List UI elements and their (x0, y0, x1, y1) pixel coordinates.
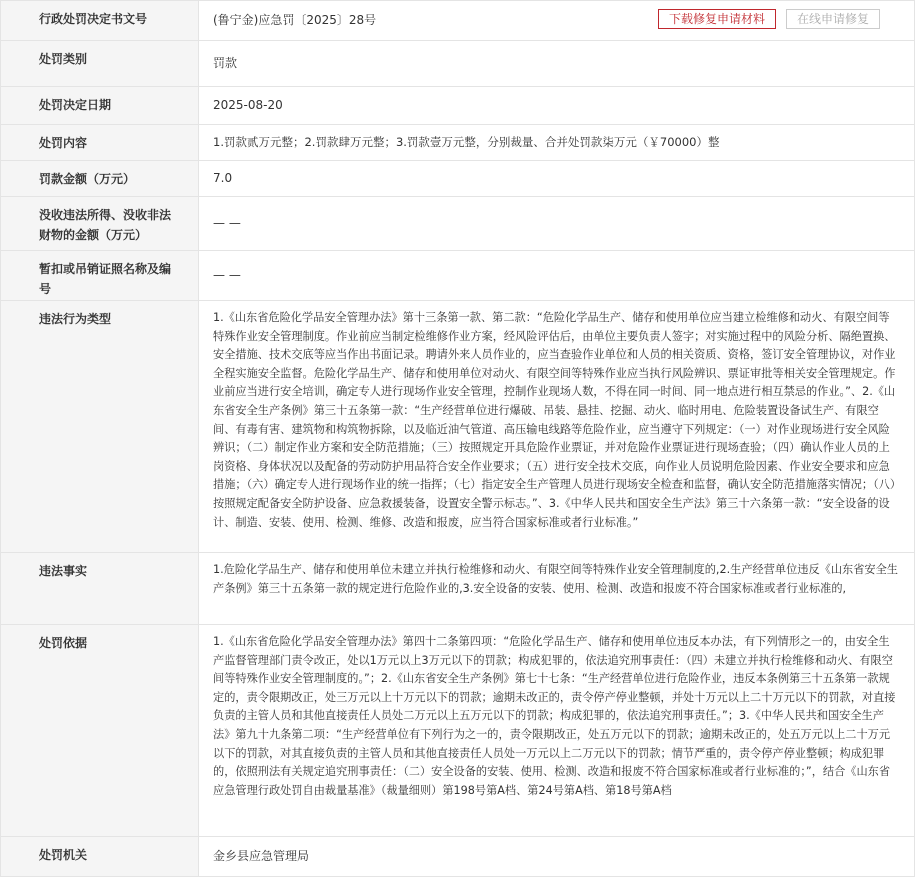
row-label: 违法行为类型 (1, 301, 199, 552)
row-value: 2025-08-20 (213, 97, 283, 112)
row-label: 处罚内容 (1, 125, 199, 160)
action-buttons (658, 9, 880, 29)
row-label: 暂扣或吊销证照名称及编号 (1, 251, 199, 300)
row-value: 7.0 (213, 170, 233, 185)
row-label: 处罚类别 (1, 41, 199, 86)
row-license-revocation (0, 251, 915, 301)
online-repair-application-button[interactable]: 在线申请修复 (786, 9, 880, 29)
row-label: 违法事实 (1, 553, 199, 624)
row-fine-amount (0, 161, 915, 197)
row-value: 1.罚款贰万元整；2.罚款肆万元整；3.罚款壹万元整，分别裁量、合并处罚款柒万元（￥70000）整 (213, 134, 720, 149)
row-penalty-category (0, 41, 915, 87)
row-violation-type (0, 301, 915, 553)
row-label: 处罚机关 (1, 837, 199, 876)
row-label: 没收违法所得、没收非法财物的金额（万元） (1, 197, 199, 250)
row-label: 行政处罚决定书文号 (1, 1, 199, 40)
row-value: 1.《山东省危险化学品安全管理办法》第四十二条第四项：“危险化学品生产、储存和使用单位违反本办法，有下列情形之一的，由安全生产监督管理部门责令改正，处以1万元以上3万元以下的罚款；构成犯罪的，依法追究刑事责任：（四）未建立并执行检维修和动火、有限空间等特殊作业安全管理制度的。”；2.《山东省安全生产条例》第七十七条：“生产经营单位进行危险作业，违反本条例第三十五条第一款规定的，责令限期改正，处三万元以上十万元以下的罚款；逾期未改正的，责令停产停业整顿，并处十万元以上二十万元以下的罚款，对直接负责的主管人员和其他直接责任人员处二万元以上五万元以下的罚款；构成犯罪的，依法追究刑事责任。”；3.《中华人民共和国安全生产法》第九十九条第二项：“生产经营单位有下列行为之一的，责令限期改正，处五万元以下的罚款；逾期未改正的，处五万元以上二十万元以下的罚款，对其直接负责的主管人员和其他直接责任人员处一万元以上二万元以下的罚款；情节严重的，责令停产停业整顿；构成犯罪的，依照刑法有关规定追究刑事责任：（二）安全设备的安装、使用、检测、改造和报废不符合国家标准或者行业标准的；”，结合《山东省应急管理行政处罚自由裁量基准》（裁量细则）第198号第A档、第24号第A档、第18号第A档 (213, 635, 896, 797)
row-value: — — (213, 215, 241, 230)
row-decision-date (0, 87, 915, 125)
row-value: 罚款 (213, 55, 238, 70)
row-value: 1.危险化学品生产、储存和使用单位未建立并执行检维修和动火、有限空间等特殊作业安全管理制度的,2.生产经营单位违反《山东省安全生产条例》第三十五条第一款的规定进行危险作业的,3.安全设备的安装、使用、检测、改造和报废不符合国家标准或者行业标准的, (213, 563, 898, 595)
row-value: 金乡县应急管理局 (213, 848, 310, 863)
row-penalty-basis (0, 625, 915, 837)
row-value: — — (213, 267, 241, 282)
row-confiscation-amount (0, 197, 915, 251)
row-label: 罚款金额（万元） (1, 161, 199, 196)
row-penalty-content (0, 125, 915, 161)
row-label: 处罚依据 (1, 625, 199, 836)
download-repair-materials-button[interactable]: 下载修复申请材料 (658, 9, 776, 29)
decision-number-value: (鲁宁金)应急罚〔2025〕28号 (213, 12, 377, 27)
row-value: 1.《山东省危险化学品安全管理办法》第十三条第一款、第二款：“危险化学品生产、储存和使用单位应当建立检维修和动火、有限空间等特殊作业安全管理制度。作业前应当制定检维修作业方案，经风险评估后，由单位主要负责人签字；对实施过程中的风险分析、隔绝置换、安全措施、技术交底等应当作出书面记录。聘请外来人员作业的，应当查验作业单位和人员的相关资质、资格，签订安全管理协议，对作业全程实施安全监督。危险化学品生产、储存和使用单位对动火、有限空间等特殊作业应当执行风险辨识、票证审批等相关安全管理规定。作业前应当进行安全培训，确定专人进行现场作业安全管理，控制作业现场人数，不得在同一时间、同一地点进行相互禁忌的作业。”、2.《山东省安全生产条例》第三十五条第一款：“生产经营单位进行爆破、吊装、悬挂、挖掘、动火、临时用电、危险装置设备试生产、有限空间、有毒有害、建筑物和构筑物拆除，以及临近油气管道、高压输电线路等危险作业，应当遵守下列规定：（一）对作业现场进行安全风险辨识；（二）制定作业方案和安全防范措施；（三）按照规定开具危险作业票证，并对危险作业票证进行现场查验；（四）确认作业人员的上岗资格、身体状况以及配备的劳动防护用品符合安全作业要求；（五）进行安全技术交底，向作业人员说明危险因素、作业安全要求和应急措施；（六）确定专人进行现场作业的统一指挥；（七）指定安全生产管理人员进行现场安全检查和监督，确认安全防范措施落实情况；（八）按照规定配备安全防护设备、应急救援装备，设置安全警示标志。”、3.《中华人民共和国安全生产法》第三十六条第一款：“安全设备的设计、制造、安装、使用、检测、维修、改造和报废，应当符合国家标准或者行业标准。” (213, 311, 896, 529)
row-violation-facts (0, 553, 915, 625)
row-decision-number (0, 1, 915, 41)
row-label: 处罚决定日期 (1, 87, 199, 124)
row-penalty-authority (0, 837, 915, 877)
